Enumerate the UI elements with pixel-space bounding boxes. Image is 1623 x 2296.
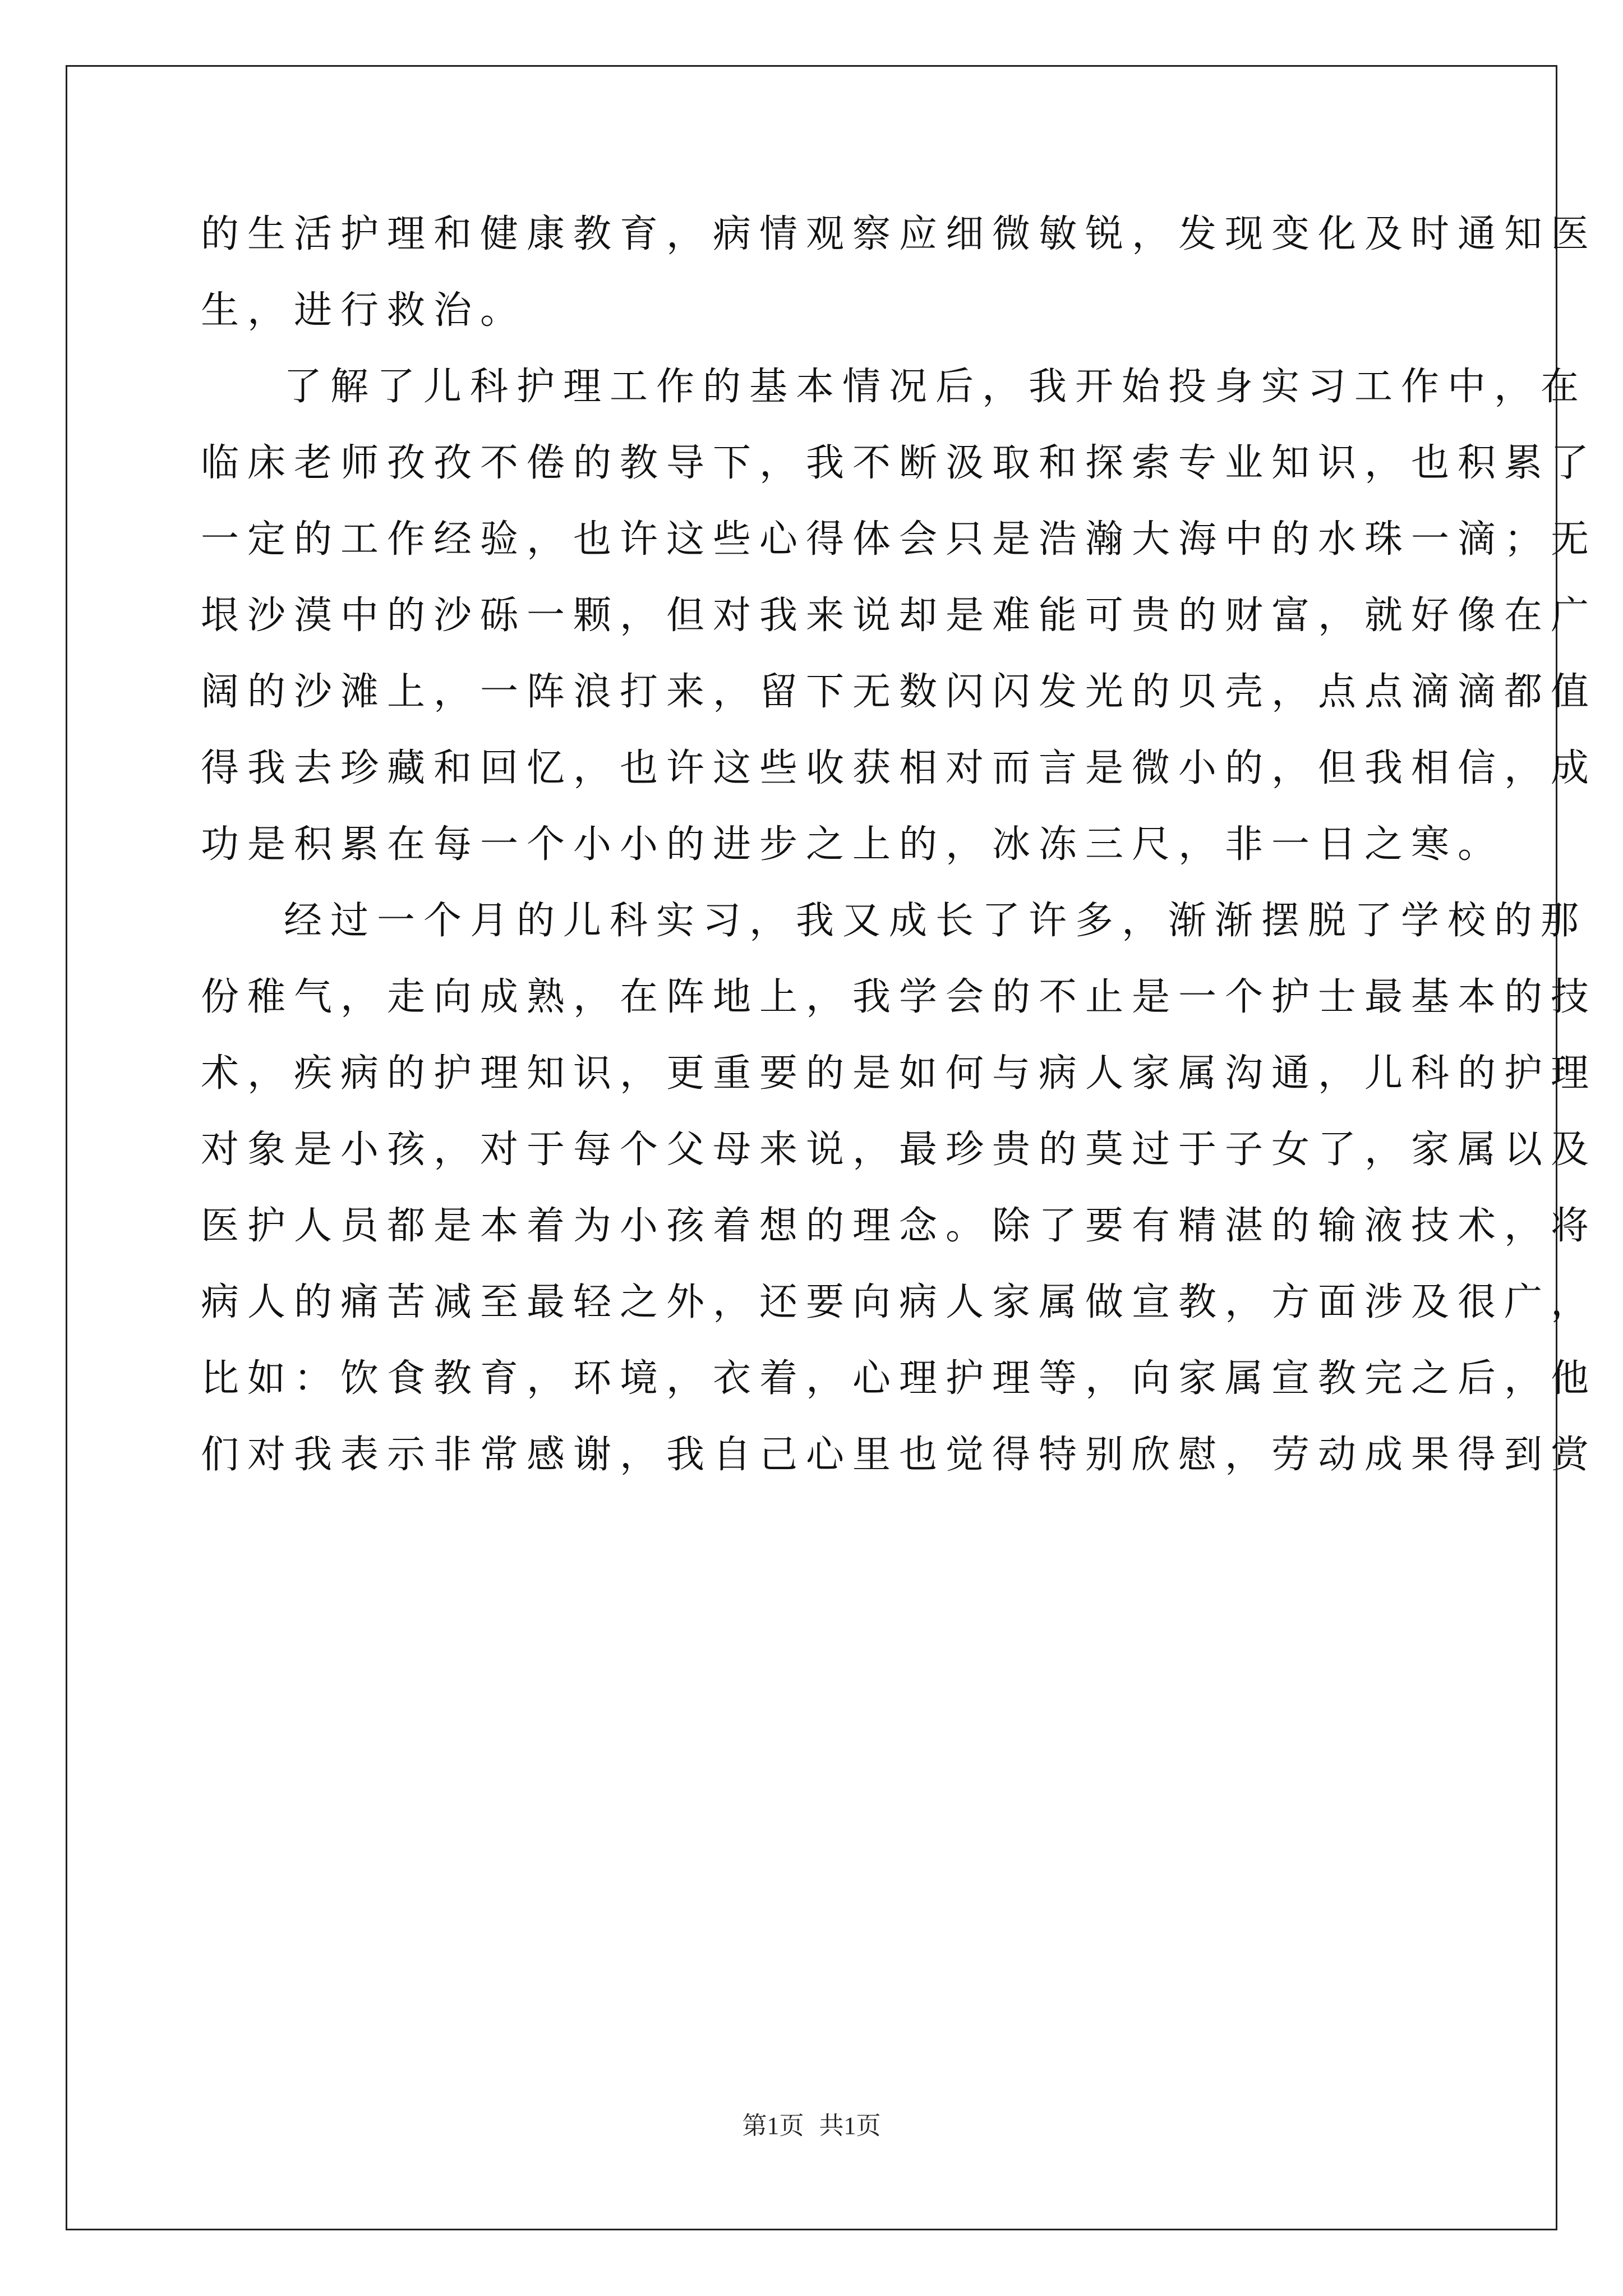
text-line: 阔的沙滩上，一阵浪打来，留下无数闪闪发光的贝壳，点点滴滴都值 <box>201 670 1598 714</box>
text-line: 得我去珍藏和回忆，也许这些收获相对而言是微小的，但我相信，成 <box>201 746 1598 790</box>
text-line: 们对我表示非常感谢，我自己心里也觉得特别欣慰，劳动成果得到赏 <box>201 1433 1598 1477</box>
total-pages: 共1页 <box>819 2112 881 2139</box>
text-line: 份稚气，走向成熟，在阵地上，我学会的不止是一个护士最基本的技 <box>201 975 1598 1019</box>
paragraph-start-line: 了解了儿科护理工作的基本情况后，我开始投身实习工作中，在 <box>284 365 1588 409</box>
text-line: 医护人员都是本着为小孩着想的理念。除了要有精湛的输液技术，将 <box>201 1204 1598 1248</box>
page-footer <box>0 2109 1623 2143</box>
text-line: 病人的痛苦减至最轻之外，还要向病人家属做宣教，方面涉及很广， <box>201 1280 1598 1324</box>
text-line: 生，进行救治。 <box>201 288 527 333</box>
text-line: 的生活护理和健康教育，病情观察应细微敏锐，发现变化及时通知医 <box>201 212 1598 256</box>
paragraph-start-line: 经过一个月的儿科实习，我又成长了许多，渐渐摆脱了学校的那 <box>284 899 1588 943</box>
text-line: 对象是小孩，对于每个父母来说，最珍贵的莫过于子女了，家属以及 <box>201 1128 1598 1172</box>
document-body <box>201 196 1598 1493</box>
text-line: 术，疾病的护理知识，更重要的是如何与病人家属沟通，儿科的护理 <box>201 1051 1598 1096</box>
text-line: 比如：饮食教育，环境，衣着，心理护理等，向家属宣教完之后，他 <box>201 1356 1598 1401</box>
page-number: 第1页 <box>742 2112 804 2139</box>
text-line: 垠沙漠中的沙砾一颗，但对我来说却是难能可贵的财富，就好像在广 <box>201 593 1598 638</box>
text-line: 临床老师孜孜不倦的教导下，我不断汲取和探索专业知识，也积累了 <box>201 441 1598 485</box>
text-line: 功是积累在每一个小小的进步之上的，冰冻三尺，非一日之寒。 <box>201 822 1505 867</box>
text-line: 一定的工作经验，也许这些心得体会只是浩瀚大海中的水珠一滴；无 <box>201 517 1598 562</box>
